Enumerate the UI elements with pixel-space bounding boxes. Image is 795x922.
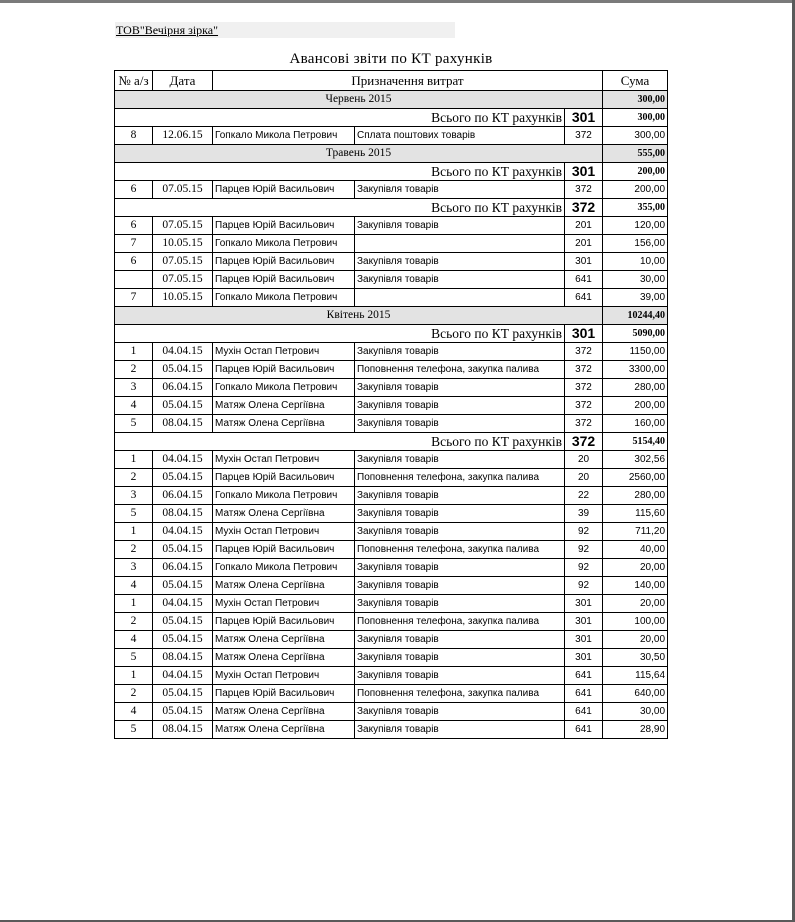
row-date: 05.04.15 (153, 631, 213, 649)
row-num: 4 (115, 631, 153, 649)
row-description (355, 235, 565, 253)
table-row (115, 685, 668, 703)
row-person: Матяж Олена Сергіївна (213, 703, 355, 721)
row-description: Закупівля товарів (355, 343, 565, 361)
row-account: 372 (565, 127, 603, 145)
account-number: 301 (565, 109, 603, 127)
account-label: Всього по КТ рахунків (153, 199, 565, 217)
row-sum: 30,50 (603, 649, 668, 667)
row-account: 92 (565, 577, 603, 595)
row-description: Закупівля товарів (355, 631, 565, 649)
row-person: Мухін Остап Петрович (213, 595, 355, 613)
table-row (115, 235, 668, 253)
row-person: Парцев Юрій Васильович (213, 181, 355, 199)
row-description (355, 289, 565, 307)
row-person: Матяж Олена Сергіївна (213, 415, 355, 433)
table-row (115, 523, 668, 541)
row-date: 05.04.15 (153, 577, 213, 595)
row-date: 05.04.15 (153, 397, 213, 415)
row-sum: 1150,00 (603, 343, 668, 361)
row-num: 4 (115, 577, 153, 595)
account-number: 301 (565, 325, 603, 343)
account-subtotal-row (115, 163, 668, 181)
account-subtotal-row (115, 433, 668, 451)
row-description: Закупівля товарів (355, 487, 565, 505)
window-top-border (0, 0, 795, 3)
row-description: Поповнення телефона, закупка палива (355, 469, 565, 487)
row-person: Парцев Юрій Васильович (213, 613, 355, 631)
row-num: 1 (115, 451, 153, 469)
table-row (115, 649, 668, 667)
row-description: Закупівля товарів (355, 379, 565, 397)
row-person: Матяж Олена Сергіївна (213, 649, 355, 667)
row-account: 372 (565, 397, 603, 415)
account-spacer (115, 163, 153, 181)
row-person: Гопкало Микола Петрович (213, 559, 355, 577)
table-row (115, 487, 668, 505)
row-description: Закупівля товарів (355, 271, 565, 289)
row-account: 301 (565, 613, 603, 631)
row-sum: 30,00 (603, 271, 668, 289)
month-total: 300,00 (603, 91, 668, 109)
row-description: Закупівля товарів (355, 181, 565, 199)
month-name: Червень 2015 (115, 91, 603, 109)
row-num: 3 (115, 379, 153, 397)
row-sum: 160,00 (603, 415, 668, 433)
row-date: 05.04.15 (153, 703, 213, 721)
row-description: Закупівля товарів (355, 415, 565, 433)
company-name (115, 22, 455, 38)
header-purpose: Призначення витрат (213, 71, 603, 91)
row-account: 372 (565, 379, 603, 397)
account-subtotal-row (115, 325, 668, 343)
row-sum: 115,60 (603, 505, 668, 523)
header-num: № а/з (115, 71, 153, 91)
row-person: Парцев Юрій Васильович (213, 271, 355, 289)
row-account: 641 (565, 685, 603, 703)
account-label: Всього по КТ рахунків (153, 325, 565, 343)
table-row (115, 451, 668, 469)
account-spacer (115, 325, 153, 343)
row-date: 10.05.15 (153, 289, 213, 307)
row-date: 08.04.15 (153, 415, 213, 433)
row-num: 2 (115, 469, 153, 487)
row-date: 07.05.15 (153, 253, 213, 271)
row-date: 04.04.15 (153, 451, 213, 469)
row-num: 3 (115, 559, 153, 577)
row-sum: 280,00 (603, 487, 668, 505)
account-total: 5090,00 (603, 325, 668, 343)
row-account: 201 (565, 217, 603, 235)
table-row (115, 289, 668, 307)
month-total: 555,00 (603, 145, 668, 163)
row-sum: 140,00 (603, 577, 668, 595)
row-person: Матяж Олена Сергіївна (213, 721, 355, 739)
table-row (115, 541, 668, 559)
row-person: Матяж Олена Сергіївна (213, 397, 355, 415)
report-title: Авансові звіти по КТ рахунків (289, 51, 493, 67)
row-sum: 2560,00 (603, 469, 668, 487)
row-sum: 28,90 (603, 721, 668, 739)
row-date: 10.05.15 (153, 235, 213, 253)
row-sum: 30,00 (603, 703, 668, 721)
row-num: 6 (115, 253, 153, 271)
row-account: 39 (565, 505, 603, 523)
row-person: Мухін Остап Петрович (213, 523, 355, 541)
month-row (115, 91, 668, 109)
month-total: 10244,40 (603, 307, 668, 325)
row-date: 07.05.15 (153, 271, 213, 289)
table-row (115, 181, 668, 199)
row-person: Парцев Юрій Васильович (213, 541, 355, 559)
row-description: Поповнення телефона, закупка палива (355, 685, 565, 703)
row-description: Закупівля товарів (355, 451, 565, 469)
row-description: Закупівля товарів (355, 505, 565, 523)
account-number: 372 (565, 433, 603, 451)
row-num: 7 (115, 289, 153, 307)
row-account: 92 (565, 541, 603, 559)
row-date: 05.04.15 (153, 361, 213, 379)
account-label: Всього по КТ рахунків (153, 163, 565, 181)
row-description: Закупівля товарів (355, 667, 565, 685)
row-sum: 20,00 (603, 559, 668, 577)
row-person: Мухін Остап Петрович (213, 667, 355, 685)
row-num: 7 (115, 235, 153, 253)
table-row (115, 667, 668, 685)
row-account: 641 (565, 721, 603, 739)
row-account: 372 (565, 181, 603, 199)
row-description: Закупівля товарів (355, 253, 565, 271)
account-subtotal-row (115, 109, 668, 127)
row-description: Закупівля товарів (355, 523, 565, 541)
account-label: Всього по КТ рахунків (153, 109, 565, 127)
account-total: 200,00 (603, 163, 668, 181)
table-row (115, 361, 668, 379)
account-label: Всього по КТ рахунків (153, 433, 565, 451)
table-row (115, 721, 668, 739)
report-table (114, 70, 668, 739)
row-num: 6 (115, 181, 153, 199)
row-sum: 711,20 (603, 523, 668, 541)
row-sum: 156,00 (603, 235, 668, 253)
row-sum: 640,00 (603, 685, 668, 703)
row-date: 04.04.15 (153, 667, 213, 685)
row-description: Закупівля товарів (355, 595, 565, 613)
row-account: 20 (565, 469, 603, 487)
table-row (115, 595, 668, 613)
row-account: 641 (565, 667, 603, 685)
table-row (115, 127, 668, 145)
company-name-text: ТОВ"Вечірня зірка" (116, 23, 219, 37)
row-person: Матяж Олена Сергіївна (213, 577, 355, 595)
row-num: 2 (115, 361, 153, 379)
row-person: Матяж Олена Сергіївна (213, 505, 355, 523)
row-description: Закупівля товарів (355, 217, 565, 235)
table-row (115, 559, 668, 577)
table-row (115, 469, 668, 487)
month-row (115, 145, 668, 163)
row-sum: 20,00 (603, 595, 668, 613)
account-total: 355,00 (603, 199, 668, 217)
row-num: 1 (115, 343, 153, 361)
row-sum: 40,00 (603, 541, 668, 559)
row-sum: 200,00 (603, 397, 668, 415)
row-date: 04.04.15 (153, 595, 213, 613)
row-date: 08.04.15 (153, 721, 213, 739)
row-date: 08.04.15 (153, 649, 213, 667)
row-date: 07.05.15 (153, 181, 213, 199)
row-num: 3 (115, 487, 153, 505)
row-account: 20 (565, 451, 603, 469)
row-description: Закупівля товарів (355, 397, 565, 415)
row-num: 1 (115, 595, 153, 613)
row-date: 04.04.15 (153, 343, 213, 361)
row-date: 06.04.15 (153, 487, 213, 505)
account-spacer (115, 109, 153, 127)
row-num: 2 (115, 613, 153, 631)
row-account: 372 (565, 343, 603, 361)
row-num: 2 (115, 541, 153, 559)
table-row (115, 613, 668, 631)
row-person: Парцев Юрій Васильович (213, 469, 355, 487)
row-sum: 120,00 (603, 217, 668, 235)
row-num: 5 (115, 415, 153, 433)
row-person: Парцев Юрій Васильович (213, 217, 355, 235)
header-row (115, 71, 668, 91)
row-account: 92 (565, 523, 603, 541)
row-sum: 3300,00 (603, 361, 668, 379)
account-total: 5154,40 (603, 433, 668, 451)
table-row (115, 703, 668, 721)
table-row (115, 217, 668, 235)
row-num: 4 (115, 703, 153, 721)
header-sum: Сума (603, 71, 668, 91)
row-description: Закупівля товарів (355, 577, 565, 595)
row-sum: 302,56 (603, 451, 668, 469)
row-sum: 280,00 (603, 379, 668, 397)
account-number: 301 (565, 163, 603, 181)
row-num: 6 (115, 217, 153, 235)
row-description: Закупівля товарів (355, 721, 565, 739)
row-account: 22 (565, 487, 603, 505)
account-total: 300,00 (603, 109, 668, 127)
row-num: 4 (115, 397, 153, 415)
row-account: 372 (565, 361, 603, 379)
row-date: 06.04.15 (153, 559, 213, 577)
row-date: 06.04.15 (153, 379, 213, 397)
row-person: Матяж Олена Сергіївна (213, 631, 355, 649)
row-num: 1 (115, 667, 153, 685)
account-spacer (115, 199, 153, 217)
row-account: 372 (565, 415, 603, 433)
row-person: Гопкало Микола Петрович (213, 289, 355, 307)
table-row (115, 415, 668, 433)
row-num: 5 (115, 505, 153, 523)
account-number: 372 (565, 199, 603, 217)
month-row (115, 307, 668, 325)
row-date: 05.04.15 (153, 613, 213, 631)
month-name: Травень 2015 (115, 145, 603, 163)
row-num: 1 (115, 523, 153, 541)
row-num: 8 (115, 127, 153, 145)
row-description: Поповнення телефона, закупка палива (355, 541, 565, 559)
row-date: 05.04.15 (153, 469, 213, 487)
row-account: 92 (565, 559, 603, 577)
row-person: Парцев Юрій Васильович (213, 253, 355, 271)
row-person: Мухін Остап Петрович (213, 343, 355, 361)
row-num: 2 (115, 685, 153, 703)
row-account: 641 (565, 289, 603, 307)
table-row (115, 397, 668, 415)
row-date: 12.06.15 (153, 127, 213, 145)
row-description: Поповнення телефона, закупка палива (355, 361, 565, 379)
account-subtotal-row (115, 199, 668, 217)
row-person: Парцев Юрій Васильович (213, 685, 355, 703)
row-num (115, 271, 153, 289)
month-name: Квітень 2015 (115, 307, 603, 325)
header-date: Дата (153, 71, 213, 91)
row-date: 05.04.15 (153, 685, 213, 703)
row-date: 05.04.15 (153, 541, 213, 559)
row-account: 641 (565, 703, 603, 721)
row-account: 641 (565, 271, 603, 289)
row-sum: 200,00 (603, 181, 668, 199)
row-account: 301 (565, 595, 603, 613)
row-sum: 39,00 (603, 289, 668, 307)
table-row (115, 631, 668, 649)
table-row (115, 253, 668, 271)
row-sum: 100,00 (603, 613, 668, 631)
row-num: 5 (115, 649, 153, 667)
row-account: 301 (565, 253, 603, 271)
row-description: Поповнення телефона, закупка палива (355, 613, 565, 631)
row-account: 201 (565, 235, 603, 253)
row-description: Сплата поштових товарів (355, 127, 565, 145)
row-account: 301 (565, 649, 603, 667)
table-row (115, 343, 668, 361)
row-person: Гопкало Микола Петрович (213, 235, 355, 253)
row-sum: 115,64 (603, 667, 668, 685)
row-description: Закупівля товарів (355, 559, 565, 577)
row-sum: 10,00 (603, 253, 668, 271)
row-person: Гопкало Микола Петрович (213, 487, 355, 505)
row-person: Гопкало Микола Петрович (213, 127, 355, 145)
row-date: 07.05.15 (153, 217, 213, 235)
row-person: Парцев Юрій Васильович (213, 361, 355, 379)
table-row (115, 505, 668, 523)
table-row (115, 577, 668, 595)
row-description: Закупівля товарів (355, 703, 565, 721)
row-num: 5 (115, 721, 153, 739)
row-sum: 300,00 (603, 127, 668, 145)
row-person: Мухін Остап Петрович (213, 451, 355, 469)
row-description: Закупівля товарів (355, 649, 565, 667)
table-row (115, 271, 668, 289)
row-sum: 20,00 (603, 631, 668, 649)
row-date: 04.04.15 (153, 523, 213, 541)
row-person: Гопкало Микола Петрович (213, 379, 355, 397)
account-spacer (115, 433, 153, 451)
row-account: 301 (565, 631, 603, 649)
table-row (115, 379, 668, 397)
row-date: 08.04.15 (153, 505, 213, 523)
